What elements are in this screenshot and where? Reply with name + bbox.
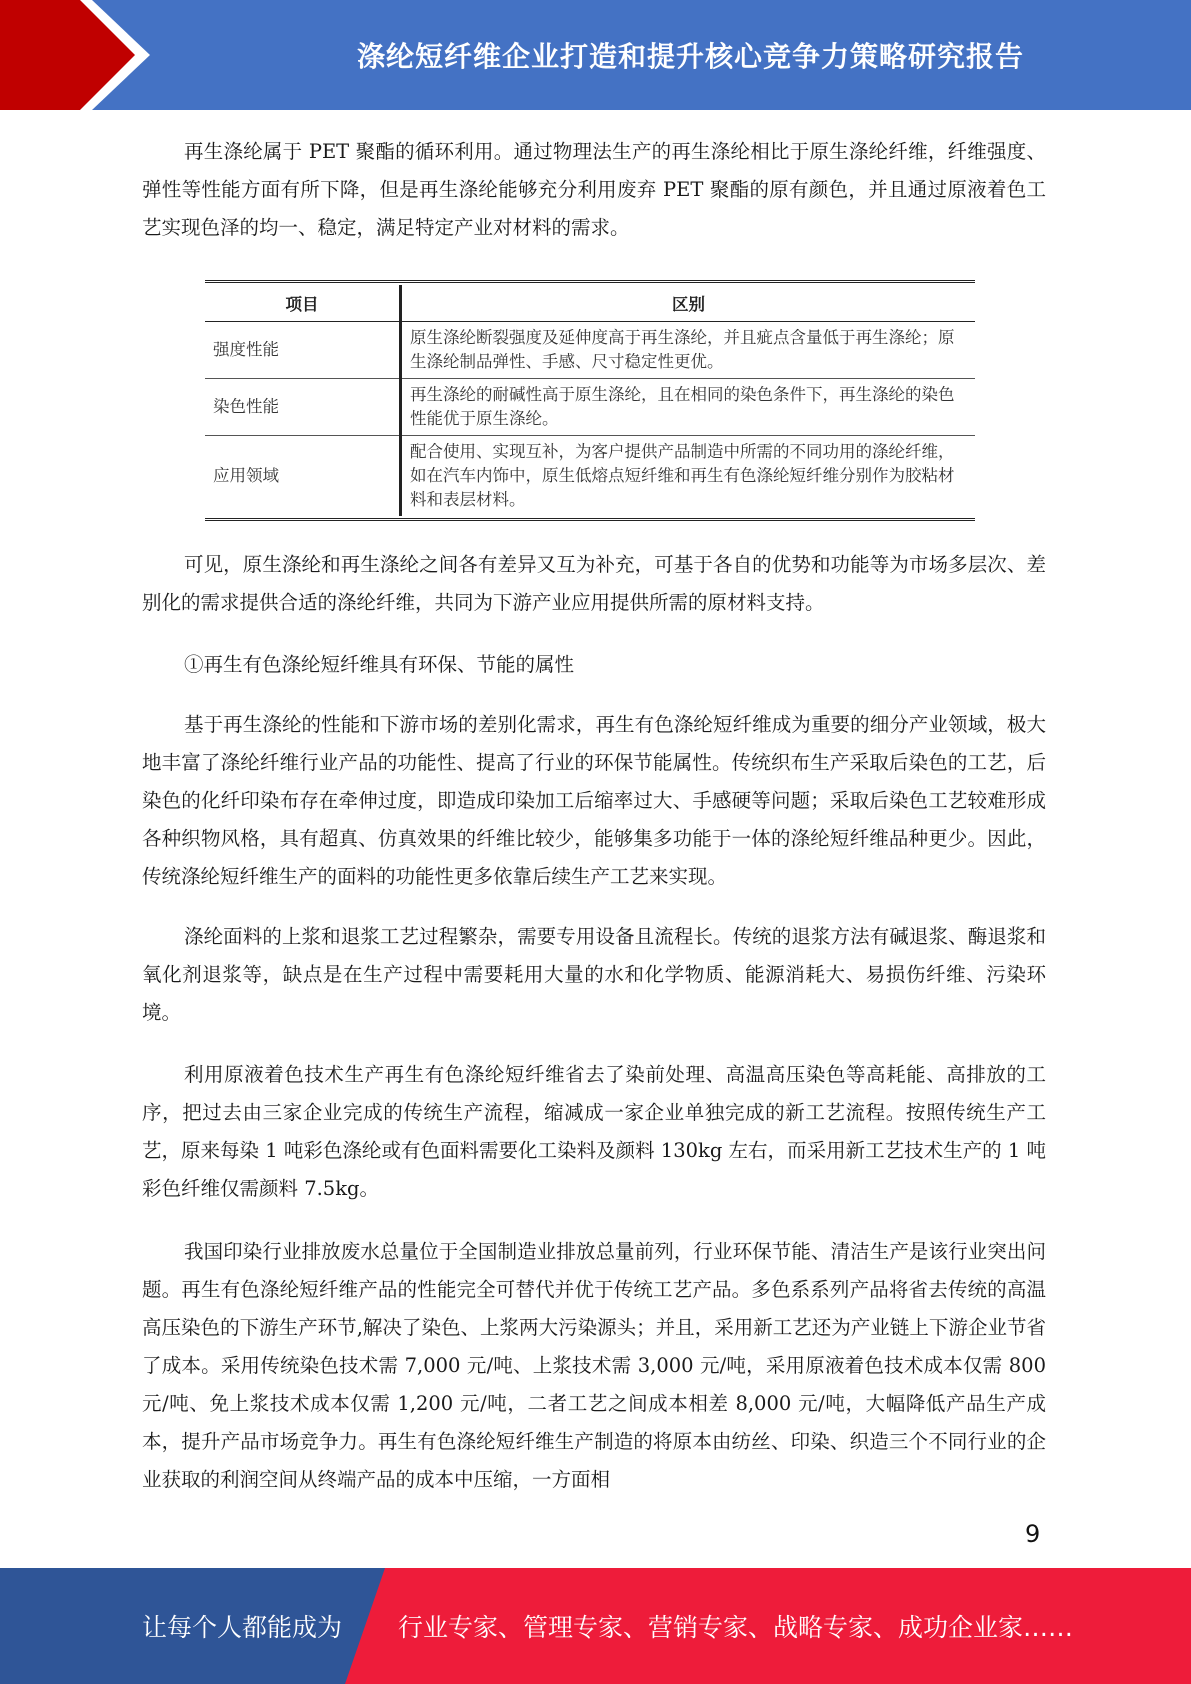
table-cell-item: 强度性能 — [205, 322, 401, 379]
table-row — [205, 379, 975, 436]
paragraph-recycled-polyester: 再生涤纶属于 PET 聚酯的循环利用。通过物理法生产的再生涤纶相比于原生涤纶纤维，纤维强度、弹性等性能方面有所下降，但是再生涤纶能够充分利用废弃 PET 聚酯的原有颜色，并且通过原液着色工艺实现色泽的均一、稳定，满足特定产业对材料的需求。 — [142, 140, 1046, 239]
table-cell-difference: 再生涤纶的耐碱性高于原生涤纶，且在相同的染色条件下，再生涤纶的染色性能优于原生涤纶。 — [401, 379, 976, 436]
table-cell-difference: 原生涤纶断裂强度及延伸度高于再生涤纶，并且疵点含量低于再生涤纶；原生涤纶制品弹性、手感、尺寸稳定性更优。 — [410, 328, 955, 371]
table-header-row — [205, 285, 975, 322]
page-header — [0, 0, 1191, 110]
header-arrow-icon — [0, 0, 160, 110]
footer-slogan-right: 行业专家、管理专家、营销专家、战略专家、成功企业家…… — [398, 1613, 1074, 1642]
paragraph-market-demand: 基于再生涤纶的性能和下游市场的差别化需求，再生有色涤纶短纤维成为重要的细分产业领域，极大地丰富了涤纶纤维行业产品的功能性、提高了行业的环保节能属性。传统织布生产采取后染色的工艺，后染色的化纤印染布存在牵伸过度，即造成印染加工后缩率过大、手感硬等问题；采取后染色工艺较难形成各种织物风格，具有超真、仿真效果的纤维比较少，能够集多功能于一体的涤纶短纤维品种更少。因此，传统涤纶短纤维生产的面料的功能性更多依靠后续生产工艺来实现。 — [142, 713, 1046, 888]
table-row — [205, 436, 975, 517]
table-row — [205, 322, 975, 379]
table-cell-difference: 配合使用、实现互补，为客户提供产品制造中所需的不同功用的涤纶纤维，如在汽车内饰中，原生低熔点短纤维和再生有色涤纶短纤维分别作为胶粘材料和表层材料。 — [401, 436, 976, 517]
table-header-difference: 区别 — [401, 285, 976, 322]
page-footer — [0, 1568, 1191, 1684]
page-number: 9 — [1025, 1520, 1041, 1548]
header-title: 涤纶短纤维企业打造和提升核心竞争力策略研究报告 — [356, 40, 1024, 73]
paragraph-dope-dyeing: 利用原液着色技术生产再生有色涤纶短纤维省去了染前处理、高温高压染色等高耗能、高排放的工序，把过去由三家企业完成的传统生产流程，缩减成一家企业单独完成的新工艺流程。按照传统生产工艺，原来每染 1 吨彩色涤纶或有色面料需要化工染料及颜料 130kg 左右，而采用新工艺技术生产的 1 吨彩色纤维仅需颜料 7.5kg。 — [142, 1063, 1046, 1200]
paragraph-sizing-desizing: 涤纶面料的上浆和退浆工艺过程繁杂，需要专用设备且流程长。传统的退浆方法有碱退浆、酶退浆和氧化剂退浆等，缺点是在生产过程中需要耗用大量的水和化学物质、能源消耗大、易损伤纤维、污染环境。 — [142, 925, 1046, 1024]
table-header-item: 项目 — [205, 285, 401, 322]
comparison-table — [205, 280, 975, 521]
table-cell-item: 染色性能 — [205, 379, 401, 436]
paragraph-printing-industry: 我国印染行业排放废水总量位于全国制造业排放总量前列，行业环保节能、清洁生产是该行业突出问题。再生有色涤纶短纤维产品的性能完全可替代并优于传统工艺产品。多色系系列产品将省去传统的高温高压染色的下游生产环节,解决了染色、上浆两大污染源头；并且，采用新工艺还为产业链上下游企业节省了成本。采用传统染色技术需 7,000 元/吨、上浆技术需 3,000 元/吨，采用原液着色技术成本仅需 800 元/吨、免上浆技术成本仅需 1,200 元/吨，二者工艺之间成本相差 8,000 元/吨，大幅降低产品生产成本，提升产品市场竞争力。再生有色涤纶短纤维生产制造的将原本由纺丝、印染、织造三个不同行业的企业获取的利润空间从终端产品的成本中压缩，一方面相 — [142, 1240, 1046, 1491]
section-heading-eco-attributes: ①再生有色涤纶短纤维具有环保、节能的属性 — [184, 653, 575, 676]
paragraph-complementary: 可见，原生涤纶和再生涤纶之间各有差异又互为补充，可基于各自的优势和功能等为市场多层次、差别化的需求提供合适的涤纶纤维，共同为下游产业应用提供所需的原材料支持。 — [142, 553, 1046, 614]
footer-slogan-left: 让每个人都能成为 — [142, 1613, 343, 1642]
table-cell-item: 应用领域 — [205, 436, 401, 517]
